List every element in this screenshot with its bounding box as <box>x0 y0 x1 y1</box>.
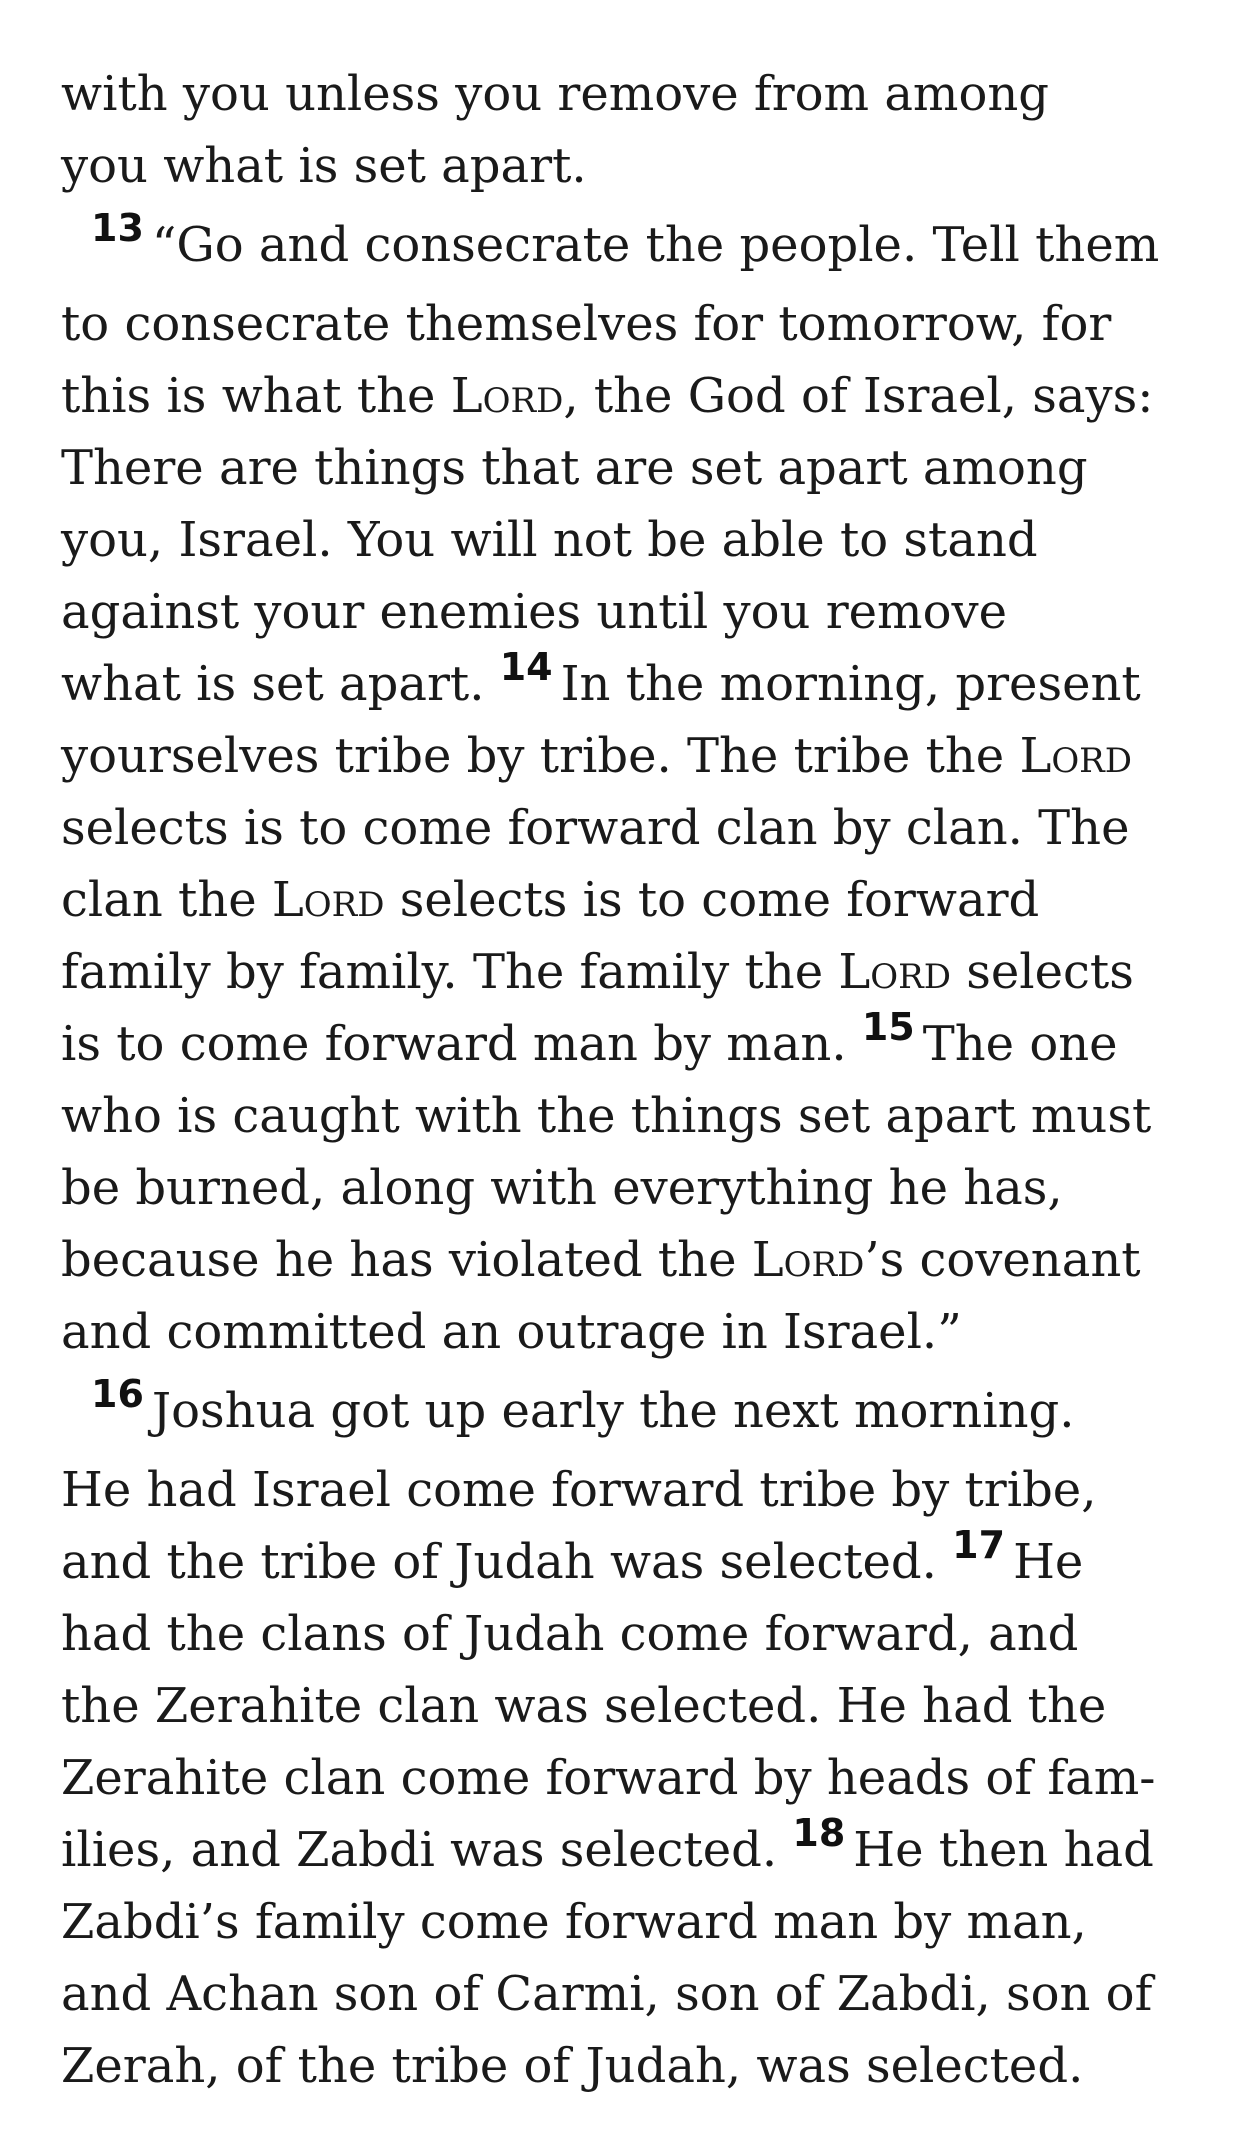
passage-text: because he has violated the <box>61 1232 752 1288</box>
passage-line <box>61 2030 1191 2102</box>
passage-line <box>61 1886 1191 1958</box>
passage-text: In the morning, present <box>560 656 1141 712</box>
passage-line <box>61 645 1191 720</box>
passage-text: selects is to come forward <box>384 872 1040 928</box>
passage-text: clan the <box>61 872 272 928</box>
passage-text: He had Israel come forward tribe by tribe, <box>61 1462 1097 1518</box>
passage-text: and Achan son of Carmi, son of Zabdi, son of <box>61 1966 1153 2022</box>
passage-line <box>61 432 1191 504</box>
divine-name: Lord <box>751 1232 865 1288</box>
passage-line <box>61 1454 1191 1526</box>
passage-text: to consecrate themselves for tomorrow, for <box>61 296 1112 352</box>
passage-line <box>61 130 1191 202</box>
verse-number[interactable]: 15 <box>861 1005 915 1049</box>
passage-text: and committed an outrage in Israel.” <box>61 1304 962 1360</box>
passage-line <box>61 202 1191 288</box>
passage-text: be burned, along with everything he has, <box>61 1160 1063 1216</box>
passage-text: He <box>1013 1534 1084 1590</box>
passage-line <box>61 1742 1191 1814</box>
passage-text: what is set apart. <box>61 656 500 712</box>
divine-name: Lord <box>1019 728 1133 784</box>
passage-line <box>61 58 1191 130</box>
divine-name: Lord <box>450 368 564 424</box>
passage-text: against your enemies until you remove <box>61 584 1007 640</box>
passage-text: with you unless you remove from among <box>61 66 1049 122</box>
passage-text: , the God of Israel, says: <box>563 368 1154 424</box>
passage-text: selects is to come forward clan by clan. The <box>61 800 1130 856</box>
verse-number[interactable]: 18 <box>792 1811 846 1855</box>
passage-text: Zerahite clan come forward by heads of fam- <box>61 1750 1156 1806</box>
passage-text: Zerah, of the tribe of Judah, was selected. <box>61 2038 1084 2094</box>
passage-line <box>61 792 1191 864</box>
verse-number[interactable]: 14 <box>499 645 553 689</box>
passage-line <box>61 1523 1191 1598</box>
passage-line <box>61 1005 1191 1080</box>
passage-line <box>61 1958 1191 2030</box>
passage-text: who is caught with the things set apart must <box>61 1088 1152 1144</box>
passage-text: you what is set apart. <box>61 138 587 194</box>
passage-line <box>61 1224 1191 1296</box>
passage-text: and the tribe of Judah was selected. <box>61 1534 953 1590</box>
passage-line <box>61 720 1191 792</box>
passage-line <box>61 1296 1191 1368</box>
passage-text: this is what the <box>61 368 451 424</box>
passage-text: selects <box>950 944 1134 1000</box>
passage-text: Joshua got up early the next morning. <box>151 1383 1075 1439</box>
passage-text: yourselves tribe by tribe. The tribe the <box>61 728 1020 784</box>
passage-line <box>61 1152 1191 1224</box>
verse-number[interactable]: 13 <box>91 206 144 250</box>
passage-line <box>61 1811 1191 1886</box>
passage-line <box>61 864 1191 936</box>
passage-text: “Go and consecrate the people. Tell them <box>151 217 1160 273</box>
passage-text: the Zerahite clan was selected. He had the <box>61 1678 1107 1734</box>
divine-name: Lord <box>838 944 951 1000</box>
passage-line <box>61 504 1191 576</box>
passage-line <box>61 1080 1191 1152</box>
passage-text: you, Israel. You will not be able to stand <box>61 512 1038 568</box>
scripture-passage <box>61 58 1191 2102</box>
passage-line <box>61 936 1191 1008</box>
divine-name: Lord <box>271 872 385 928</box>
passage-line <box>61 1670 1191 1742</box>
passage-text: There are things that are set apart among <box>61 440 1088 496</box>
passage-line <box>61 576 1191 648</box>
passage-line <box>61 360 1191 432</box>
passage-line <box>61 1368 1191 1454</box>
passage-text: He then had <box>853 1822 1154 1878</box>
passage-text: The one <box>922 1016 1118 1072</box>
passage-text: family by family. The family the <box>61 944 839 1000</box>
passage-text: ilies, and Zabdi was selected. <box>61 1822 793 1878</box>
passage-text: ’s covenant <box>864 1232 1141 1288</box>
passage-text: is to come forward man by man. <box>61 1016 862 1072</box>
verse-number[interactable]: 16 <box>91 1372 144 1416</box>
verse-number[interactable]: 17 <box>952 1523 1006 1567</box>
passage-line <box>61 1598 1191 1670</box>
passage-line <box>61 288 1191 360</box>
passage-text: had the clans of Judah come forward, and <box>61 1606 1079 1662</box>
passage-text: Zabdi’s family come forward man by man, <box>61 1894 1087 1950</box>
